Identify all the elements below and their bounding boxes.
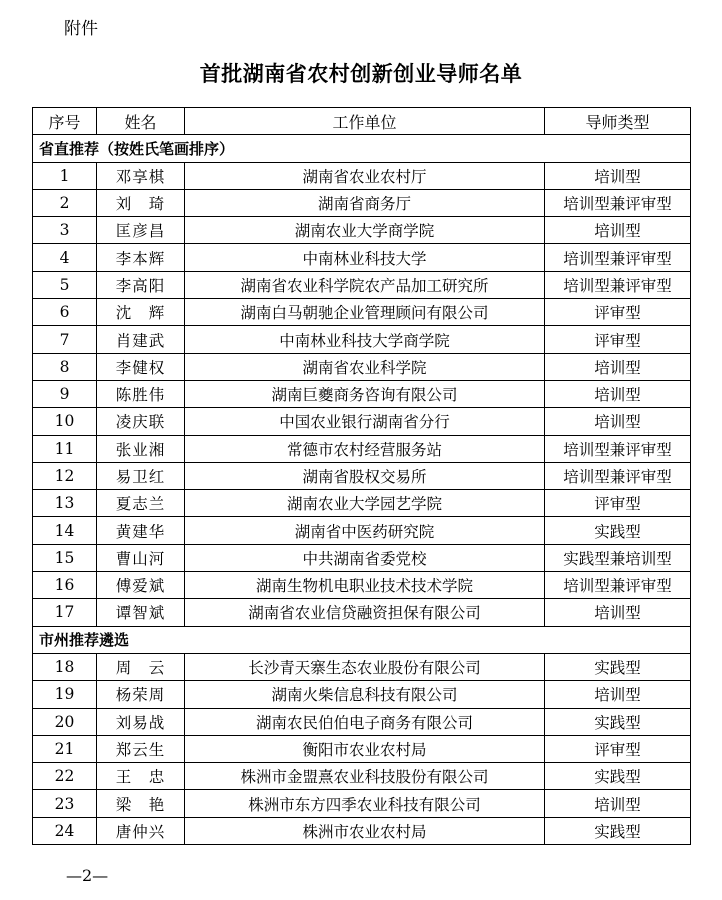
table-row	[33, 817, 691, 844]
mentor-table	[32, 107, 691, 845]
header-unit: 工作单位	[185, 108, 545, 135]
attachment-label: 附件	[64, 19, 98, 39]
cell-type: 培训型	[545, 217, 691, 244]
table-row	[33, 572, 691, 599]
cell-type: 培训型兼评审型	[545, 244, 691, 271]
cell-name: 周 云	[97, 653, 185, 680]
table-row	[33, 681, 691, 708]
cell-number: 1	[33, 162, 97, 189]
cell-unit: 长沙青天寨生态农业股份有限公司	[185, 653, 545, 680]
cell-type: 实践型	[545, 708, 691, 735]
cell-name: 杨荣周	[97, 681, 185, 708]
table-row	[33, 435, 691, 462]
cell-number: 2	[33, 189, 97, 216]
cell-name: 匡彦昌	[97, 217, 185, 244]
cell-number: 11	[33, 435, 97, 462]
cell-type: 培训型	[545, 380, 691, 407]
table-row	[33, 763, 691, 790]
table-row	[33, 299, 691, 326]
cell-name: 傅爱斌	[97, 572, 185, 599]
table-row	[33, 380, 691, 407]
table-row	[33, 326, 691, 353]
cell-unit: 湖南白马朝驰企业管理顾问有限公司	[185, 299, 545, 326]
cell-number: 3	[33, 217, 97, 244]
cell-unit: 中共湖南省委党校	[185, 544, 545, 571]
cell-number: 20	[33, 708, 97, 735]
cell-type: 实践型	[545, 653, 691, 680]
table-row	[33, 544, 691, 571]
cell-unit: 湖南农民伯伯电子商务有限公司	[185, 708, 545, 735]
cell-number: 8	[33, 353, 97, 380]
cell-name: 李健权	[97, 353, 185, 380]
table-row	[33, 244, 691, 271]
table-row	[33, 271, 691, 298]
table-row	[33, 735, 691, 762]
cell-number: 14	[33, 517, 97, 544]
table-row	[33, 790, 691, 817]
cell-number: 17	[33, 599, 97, 626]
cell-unit: 湖南省农业信贷融资担保有限公司	[185, 599, 545, 626]
table-header-row	[33, 108, 691, 135]
cell-type: 培训型兼评审型	[545, 189, 691, 216]
cell-unit: 湖南省中医药研究院	[185, 517, 545, 544]
cell-name: 刘 琦	[97, 189, 185, 216]
cell-unit: 湖南农业大学园艺学院	[185, 490, 545, 517]
cell-unit: 湖南农业大学商学院	[185, 217, 545, 244]
cell-unit: 湖南省农业科学院农产品加工研究所	[185, 271, 545, 298]
cell-name: 王 忠	[97, 763, 185, 790]
cell-unit: 湖南省商务厅	[185, 189, 545, 216]
cell-name: 李本辉	[97, 244, 185, 271]
cell-name: 沈 辉	[97, 299, 185, 326]
cell-type: 评审型	[545, 299, 691, 326]
cell-name: 唐仲兴	[97, 817, 185, 844]
table-row	[33, 353, 691, 380]
cell-unit: 湖南火柴信息科技有限公司	[185, 681, 545, 708]
page-number: —2—	[66, 866, 109, 885]
header-number: 序号	[33, 108, 97, 135]
cell-name: 夏志兰	[97, 490, 185, 517]
cell-number: 23	[33, 790, 97, 817]
cell-type: 培训型兼评审型	[545, 572, 691, 599]
table-row	[33, 653, 691, 680]
header-type: 导师类型	[545, 108, 691, 135]
cell-type: 评审型	[545, 735, 691, 762]
cell-number: 13	[33, 490, 97, 517]
cell-type: 培训型	[545, 353, 691, 380]
table-row	[33, 408, 691, 435]
cell-type: 培训型兼评审型	[545, 435, 691, 462]
cell-number: 22	[33, 763, 97, 790]
cell-type: 培训型兼评审型	[545, 462, 691, 489]
table-row	[33, 462, 691, 489]
cell-unit: 湖南省农业农村厅	[185, 162, 545, 189]
section-row	[33, 135, 691, 162]
cell-unit: 株洲市农业农村局	[185, 817, 545, 844]
cell-unit: 湖南巨夔商务咨询有限公司	[185, 380, 545, 407]
cell-unit: 中南林业科技大学商学院	[185, 326, 545, 353]
cell-unit: 株洲市东方四季农业科技有限公司	[185, 790, 545, 817]
document-title: 首批湖南省农村创新创业导师名单	[199, 61, 523, 86]
cell-number: 21	[33, 735, 97, 762]
cell-number: 4	[33, 244, 97, 271]
cell-type: 培训型	[545, 162, 691, 189]
cell-number: 7	[33, 326, 97, 353]
cell-name: 黄建华	[97, 517, 185, 544]
cell-type: 培训型	[545, 599, 691, 626]
cell-number: 9	[33, 380, 97, 407]
cell-number: 5	[33, 271, 97, 298]
cell-unit: 常德市农村经营服务站	[185, 435, 545, 462]
cell-name: 张业湘	[97, 435, 185, 462]
cell-number: 16	[33, 572, 97, 599]
cell-name: 易卫红	[97, 462, 185, 489]
cell-number: 6	[33, 299, 97, 326]
cell-unit: 湖南省农业科学院	[185, 353, 545, 380]
cell-name: 陈胜伟	[97, 380, 185, 407]
cell-type: 实践型兼培训型	[545, 544, 691, 571]
cell-number: 18	[33, 653, 97, 680]
cell-name: 李高阳	[97, 271, 185, 298]
cell-type: 实践型	[545, 763, 691, 790]
cell-type: 实践型	[545, 817, 691, 844]
cell-name: 凌庆联	[97, 408, 185, 435]
cell-name: 梁 艳	[97, 790, 185, 817]
table-row	[33, 217, 691, 244]
cell-number: 19	[33, 681, 97, 708]
cell-type: 培训型兼评审型	[545, 271, 691, 298]
table-row	[33, 189, 691, 216]
cell-type: 培训型	[545, 790, 691, 817]
section-label: 省直推荐（按姓氏笔画排序）	[33, 135, 691, 162]
cell-number: 15	[33, 544, 97, 571]
cell-name: 谭智斌	[97, 599, 185, 626]
cell-name: 肖建武	[97, 326, 185, 353]
cell-type: 培训型	[545, 408, 691, 435]
cell-type: 实践型	[545, 517, 691, 544]
table-row	[33, 490, 691, 517]
cell-name: 曹山河	[97, 544, 185, 571]
section-label: 市州推荐遴选	[33, 626, 691, 653]
section-row	[33, 626, 691, 653]
cell-name: 刘易战	[97, 708, 185, 735]
header-name: 姓名	[97, 108, 185, 135]
cell-number: 12	[33, 462, 97, 489]
cell-unit: 中南林业科技大学	[185, 244, 545, 271]
cell-number: 10	[33, 408, 97, 435]
cell-name: 邓享棋	[97, 162, 185, 189]
table-body	[33, 135, 691, 845]
table-row	[33, 517, 691, 544]
cell-name: 郑云生	[97, 735, 185, 762]
cell-unit: 中国农业银行湖南省分行	[185, 408, 545, 435]
cell-unit: 株洲市金盟熹农业科技股份有限公司	[185, 763, 545, 790]
cell-number: 24	[33, 817, 97, 844]
cell-type: 评审型	[545, 326, 691, 353]
cell-type: 评审型	[545, 490, 691, 517]
table-row	[33, 162, 691, 189]
table-row	[33, 599, 691, 626]
cell-type: 培训型	[545, 681, 691, 708]
table-row	[33, 708, 691, 735]
cell-unit: 湖南生物机电职业技术技术学院	[185, 572, 545, 599]
cell-unit: 衡阳市农业农村局	[185, 735, 545, 762]
cell-unit: 湖南省股权交易所	[185, 462, 545, 489]
